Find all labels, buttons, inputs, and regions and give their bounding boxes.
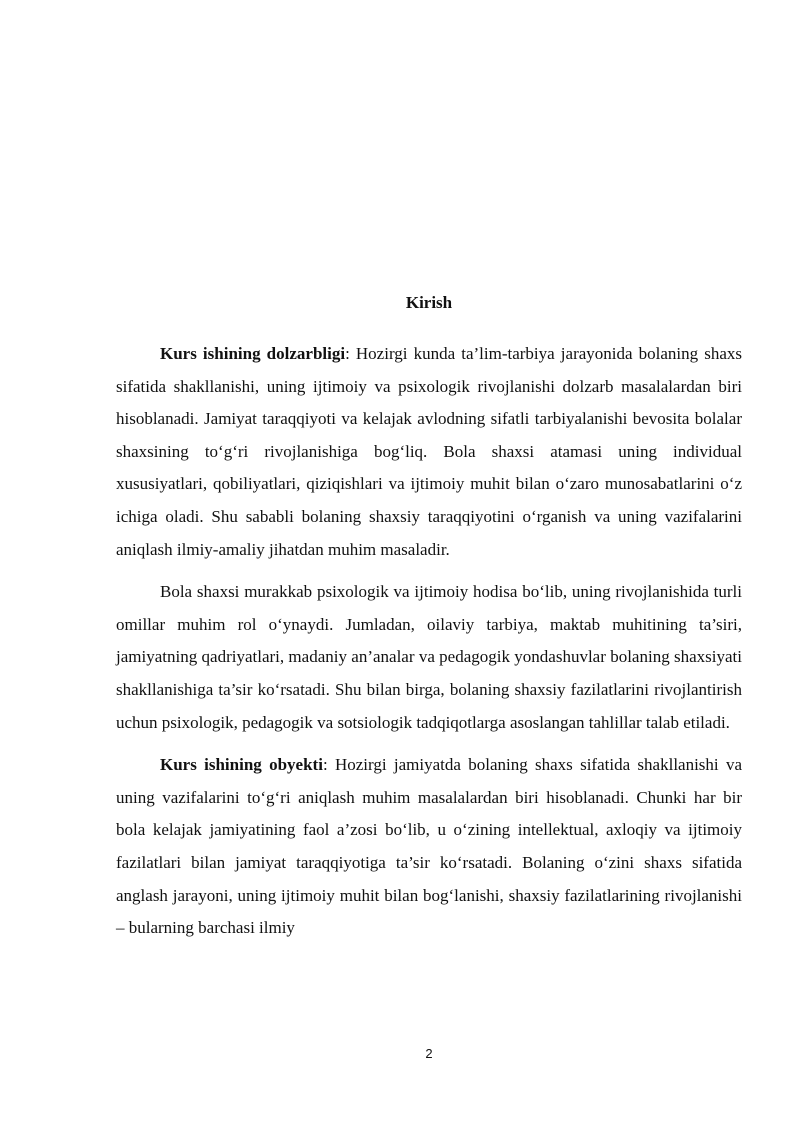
paragraph-lead: Kurs ishining obyekti	[160, 755, 323, 775]
page-number: 2	[425, 1046, 433, 1061]
section-heading: Kirish	[405, 293, 453, 312]
document-page	[116, 0, 742, 1131]
body-text	[116, 338, 742, 955]
paragraph-relevance	[116, 338, 742, 566]
paragraph-factors	[116, 576, 742, 739]
paragraph-text: Bola shaxsi murakkab psixologik va ijtimoiy hodisa bo‘lib, uning rivojlanishida turli omillar muhim rol o‘ynaydi. Jumladan, oilaviy tarbiya, maktab muhitining ta’siri, jamiyatning qadriyatlari, madaniy an’analar va pedagogik yondashuvlar bolaning shaxsiyati shakllanishiga ta’sir ko‘rsatadi. Shu bilan birga, bolaning shaxsiy fazilatlarini rivojlantirish uchun psixologik, pedagogik va sotsiologik tadqiqotlarga asoslangan tahlillar talab etiladi.	[116, 582, 742, 732]
paragraph-text: : Hozirgi kunda ta’lim-tarbiya jarayonida bolaning shaxs sifatida shakllanishi, uning ijtimoiy va psixologik rivojlanishi dolzarb masalalardan biri hisoblanadi. Jamiyat taraqqiyoti va kelajak avlodning sifatli tarbiyalanishi bevosita bolalar shaxsining to‘g‘ri rivojlanishiga bog‘liq. Bola shaxsi atamasi uning individual xususiyatlari, qobiliyatlari, qiziqishlari va ijtimoiy muhit bilan o‘zaro munosabatlarini o‘z ichiga oladi. Shu sababli bolaning shaxsiy taraqqiyotini o‘rganish va uning vazifalarini aniqlash ilmiy-amaliy jihatdan muhim masaladir.	[116, 344, 742, 559]
paragraph-text: : Hozirgi jamiyatda bolaning shaxs sifatida shakllanishi va uning vazifalarini to‘g‘ri aniqlash muhim masalalardan biri hisoblanadi. Chunki har bir bola kelajak jamiyatining faol a’zosi bo‘lib, u o‘zining intellektual, axloqiy va ijtimoiy fazilatlari bilan jamiyat taraqqiyotiga ta’sir ko‘rsatadi. Bolaning o‘zini shaxs sifatida anglash jarayoni, uning ijtimoiy muhit bilan bog‘lanishi, shaxsiy fazilatlarining rivojlanishi – bularning barchasi ilmiy	[116, 755, 742, 938]
paragraph-lead: Kurs ishining dolzarbligi	[160, 344, 346, 363]
paragraph-object	[116, 749, 742, 945]
